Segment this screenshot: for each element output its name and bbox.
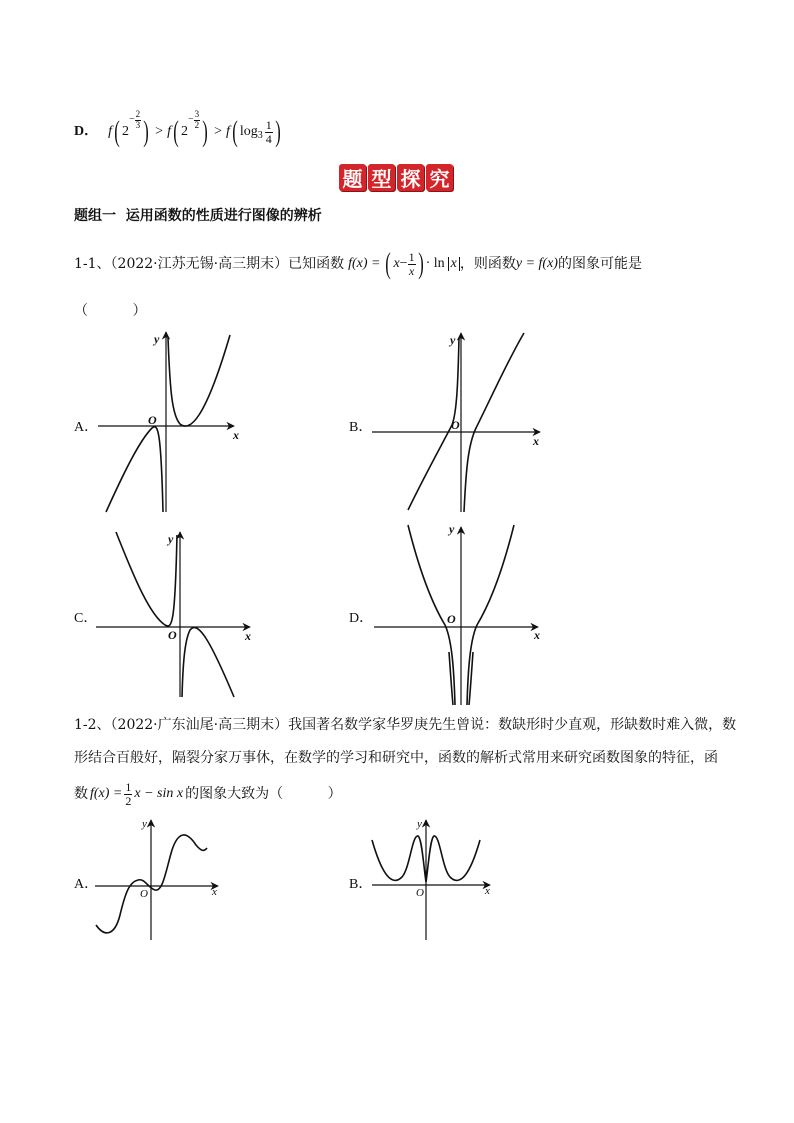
curve-left bbox=[106, 427, 163, 512]
option-d-label: D． bbox=[74, 124, 99, 139]
graph-a-y-label: y bbox=[154, 332, 160, 346]
graph-c-x-label: x bbox=[245, 629, 251, 643]
graph-b-x-label: x bbox=[533, 434, 539, 448]
exp2-den: 2 bbox=[194, 119, 200, 130]
q2-half-den: 2 bbox=[125, 793, 132, 808]
q1-suffix: ，则函数 bbox=[459, 256, 516, 272]
q2-half bbox=[124, 781, 132, 807]
q2-graph-b bbox=[0, 0, 1, 1]
exp1-num: 2 bbox=[135, 109, 141, 120]
banner-char: 究 bbox=[426, 164, 453, 191]
q2-graph-a-origin: O bbox=[140, 888, 148, 900]
graph-c-origin: O bbox=[168, 628, 177, 642]
q1-tail: 的图象可能是 bbox=[557, 256, 642, 272]
q2-line3-prefix: 数 bbox=[74, 786, 88, 802]
f-symbol: f bbox=[167, 124, 171, 139]
graph-a-origin: O bbox=[148, 413, 157, 427]
paren-open: ( bbox=[385, 247, 392, 280]
q1-option-c-label: C． bbox=[74, 611, 98, 626]
q2-fx: f(x) = bbox=[90, 786, 123, 801]
graph-d-x-label: x bbox=[534, 628, 540, 642]
q2-option-a-label: A． bbox=[74, 877, 99, 892]
curve-right bbox=[464, 333, 524, 512]
base-2: 2 bbox=[122, 124, 130, 139]
graph-d-origin: O bbox=[447, 612, 456, 626]
question-1-2-line-2: 形结合百般好，隔裂分家万事休，在数学的学习和研究中，函数的解析式常用来研究函数图象的特征，函 bbox=[74, 750, 718, 766]
question-1-1 bbox=[74, 246, 642, 282]
q1-yfx: y = f(x) bbox=[515, 256, 558, 271]
q2-graph-b-origin: O bbox=[416, 887, 424, 899]
curve-right bbox=[168, 335, 230, 426]
q2-rest: x − sin x bbox=[134, 786, 184, 801]
arg-den: 4 bbox=[265, 131, 272, 146]
base-2: 2 bbox=[180, 124, 188, 139]
q1-answer-paren: （ ） bbox=[74, 303, 147, 319]
q1-option-a-label: A． bbox=[74, 420, 99, 435]
banner-char: 探 bbox=[397, 164, 424, 191]
section-title: 题组一 运用函数的性质进行图像的辨析 bbox=[74, 208, 322, 224]
q2-line3-suffix: 的图象大致为（ ） bbox=[185, 786, 342, 802]
q1-minus: − bbox=[399, 256, 408, 271]
q2-half-num: 1 bbox=[125, 779, 132, 794]
q1-abs-x: x bbox=[448, 257, 460, 271]
paren-close: ) bbox=[275, 115, 281, 148]
q1-x: x bbox=[393, 256, 400, 271]
gt-2: > bbox=[214, 124, 222, 139]
banner-char: 型 bbox=[368, 164, 395, 191]
graph-b-origin: O bbox=[451, 418, 460, 432]
question-1-2-line-1: 1-2、（2022·广东汕尾·高三期末）我国著名数学家华罗庚先生曾说：数缺形时少直观，形缺数时难入微，数 bbox=[74, 717, 737, 733]
graph-b-y-label: y bbox=[450, 333, 456, 347]
question-1-2-line-3 bbox=[74, 778, 342, 810]
paren-open: ( bbox=[173, 115, 179, 148]
log-base: 3 bbox=[257, 130, 263, 141]
graph-c-y-label: y bbox=[168, 532, 174, 546]
exp1-den: 3 bbox=[135, 119, 141, 130]
paren-close: ) bbox=[417, 247, 424, 280]
curve-right bbox=[182, 628, 234, 697]
q1-option-b-label: B． bbox=[349, 420, 373, 435]
q1-frac-num: 1 bbox=[408, 249, 415, 264]
exponent-2: − $\frac{3}{2}$ bbox=[187, 109, 200, 130]
q1-frac-den: x bbox=[408, 263, 415, 278]
graph-a-x-label: x bbox=[233, 428, 239, 442]
gt-1: > bbox=[155, 124, 164, 139]
curve-right-outer bbox=[467, 525, 514, 705]
q2-graph-b-y-label: y bbox=[417, 818, 422, 830]
option-d-expression bbox=[108, 109, 283, 148]
paren-close: ) bbox=[143, 115, 149, 148]
log-text: log bbox=[239, 124, 258, 139]
graph-d-y-label: y bbox=[449, 522, 455, 536]
option-d-row bbox=[74, 109, 283, 152]
q2-option-b-label: B． bbox=[349, 877, 373, 892]
exponent-1: − $\frac{2}{3}$ bbox=[129, 109, 141, 130]
arg-num: 1 bbox=[265, 117, 272, 132]
q2-graph-a-y-label: y bbox=[142, 818, 147, 830]
exp2-num: 3 bbox=[194, 109, 200, 120]
q2-graph-b-x-label: x bbox=[485, 885, 490, 897]
q2-formula bbox=[90, 781, 183, 807]
paren-open: ( bbox=[114, 115, 120, 148]
q2-graph-a-x-label: x bbox=[212, 886, 217, 898]
q1-formula bbox=[348, 249, 460, 279]
section-banner bbox=[339, 164, 453, 191]
banner-char: 题 bbox=[339, 164, 366, 191]
q1-option-d-label: D． bbox=[349, 611, 374, 626]
q1-fx: f(x) = bbox=[348, 256, 381, 271]
q1-fraction bbox=[408, 251, 416, 277]
f-symbol: f bbox=[108, 124, 113, 139]
q1-ln: · ln bbox=[425, 256, 445, 271]
f-symbol: f bbox=[226, 124, 230, 139]
paren-close: ) bbox=[202, 115, 208, 148]
q1-prefix: 1-1、（2022·江苏无锡·高三期末）已知函数 bbox=[74, 256, 345, 272]
paren-open: ( bbox=[232, 115, 238, 148]
log-arg-fraction bbox=[265, 119, 273, 145]
